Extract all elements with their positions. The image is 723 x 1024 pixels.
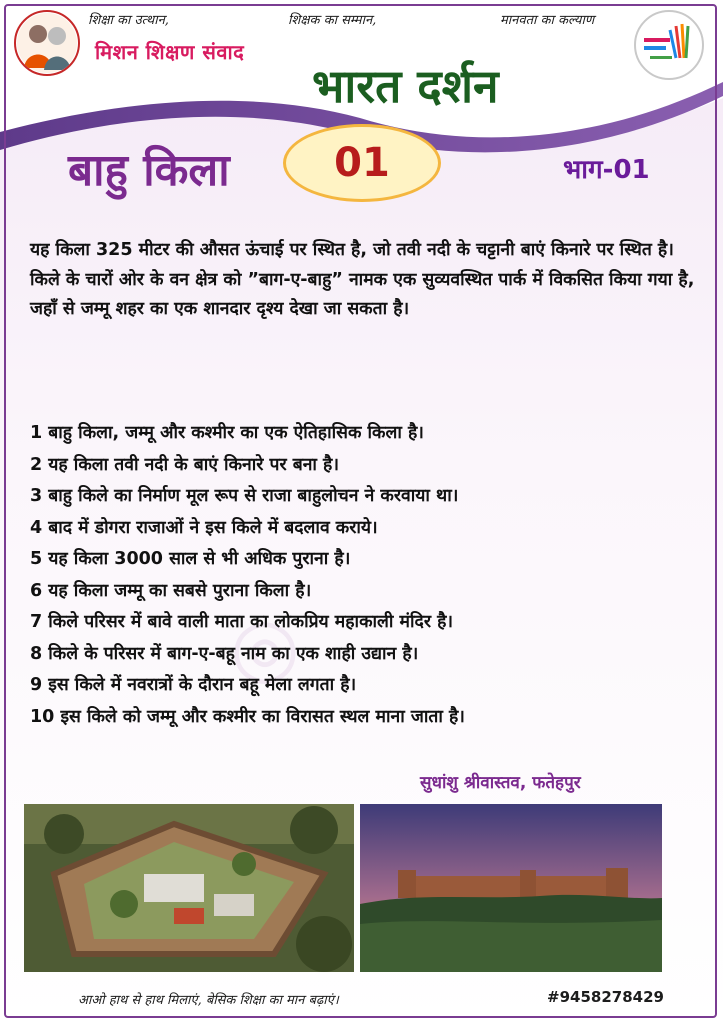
part-label: भाग-01 [563,155,650,185]
contact-number: #9458278429 [547,988,664,1006]
fact-item: 6 यह किला जम्मू का सबसे पुराना किला है। [30,580,312,601]
fact-item: 9 इस किले में नवरात्रों के दौरान बहू मेला लगता है। [30,675,357,695]
fact-item: 2 यह किला तवी नदी के बाएं किनारे पर बना है। [30,454,339,475]
fort-name: बाहु किला [68,145,230,196]
leaders-portrait-icon [16,12,78,74]
episode-number: 01 [334,140,390,186]
footer-slogan: आओ हाथ से हाथ मिलाएं, बेसिक शिक्षा का मान बढ़ाएं। [78,993,339,1008]
right-logo [634,10,704,80]
fact-item: 10 इस किले को जम्मू और कश्मीर का विरासत स्थल माना जाता है। [30,706,465,727]
header-slogan-2: शिक्षक का सम्मान, [288,13,377,28]
fact-item: 8 किले के परिसर में बाग-ए-बहू नाम का एक शाही उद्यान है। [30,643,419,664]
header-slogan-1: शिक्षा का उत्थान, [88,13,169,28]
fact-item: 1 बाहु किला, जम्मू और कश्मीर का एक ऐतिहासिक किला है। [30,423,424,443]
header-slogan-3: मानवता का कल्याण [500,13,595,28]
fact-item: 5 यह किला 3000 साल से भी अधिक पुराना है। [30,549,351,569]
author-credit: सुधांशु श्रीवास्तव, फतेहपुर [420,773,581,793]
fact-item: 4 बाद में डोगरा राजाओं ने इस किले में बदलाव कराये। [30,517,378,538]
fort-evening-photo [360,804,662,972]
page-title: भारत दर्शन [312,59,499,113]
brand-name: मिशन शिक्षण संवाद [95,40,245,64]
episode-number-badge [283,124,441,202]
fact-item: 3 बाहु किले का निर्माण मूल रूप से राजा बाहुलोचन ने करवाया था। [30,486,459,506]
intro-paragraph: यह किला 325 मीटर की औसत ऊंचाई पर स्थित है, जो तवी नदी के चट्टानी बाएं किनारे पर स्थित है। किले के चारों ओर के वन क्षेत्र को ”बाग-ए-बाहु” नामक एक सुव्यवस्थित पार्क में विकसित किया गया है, जहाँ से जम्मू शहर का एक शानदार दृश्य देखा जा सकता है। [30,240,695,319]
watermark: ◎ [230,600,300,693]
fort-aerial-image [24,804,354,972]
mission-logo-icon [636,12,702,78]
fort-evening-image [360,804,662,972]
fact-item: 7 किले परिसर में बावे वाली माता का लोकप्रिय महाकाली मंदिर है। [30,612,454,632]
facts-list [30,418,700,733]
fort-aerial-photo [24,804,354,972]
left-logo [14,10,80,76]
